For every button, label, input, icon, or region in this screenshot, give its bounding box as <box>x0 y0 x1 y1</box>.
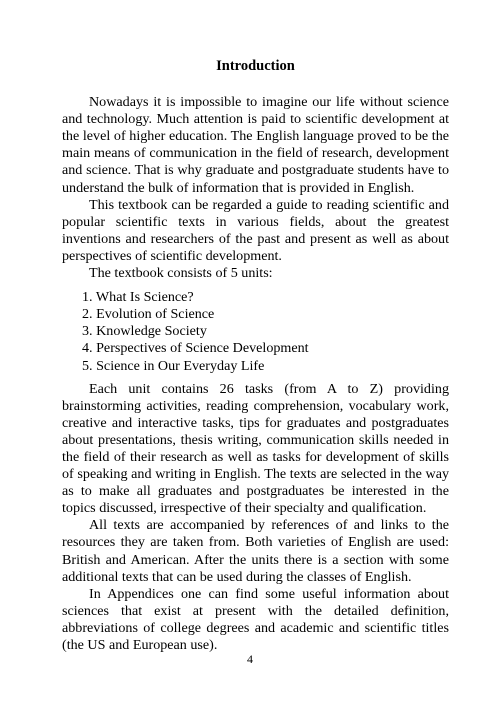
unit-item-3: 3. Knowledge Society <box>82 323 207 340</box>
unit-item-1: 1. What Is Science? <box>82 289 194 306</box>
document-page <box>62 58 449 654</box>
unit-item-2: 2. Evolution of Science <box>82 306 215 323</box>
page-title: Introduction <box>216 58 295 74</box>
unit-item-4: 4. Perspectives of Science Development <box>82 340 309 357</box>
appendices-paragraph: In Appendices one can find some useful information about sciences that exist at present with the detailed definition, abbreviations of college degrees and academic and scientific titles (the US and European use). <box>62 585 449 653</box>
references-paragraph: All texts are accompanied by references of and links to the resources they are taken from. Both varieties of English are used: British and American. After the units there is a section with some additional texts that can be used during the classes of English. <box>62 517 449 585</box>
tasks-paragraph: Each unit contains 26 tasks (from A to Z) providing brainstorming activities, reading comprehension, vocabulary work, creative and interactive tasks, tips for graduates and postgraduates about presentations, thesis writing, communication skills needed in the field of their research as well as tasks for development of skills of speaking and writing in English. The texts are selected in the way as to make all graduates and postgraduates be interested in the topics discussed, irrespective of their specialty and qualification. <box>62 380 449 517</box>
units-list <box>62 289 449 374</box>
units-intro-paragraph: The textbook consists of 5 units: <box>89 265 273 282</box>
unit-item-5: 5. Science in Our Everyday Life <box>82 357 265 374</box>
page-number: 4 <box>247 652 253 666</box>
intro-paragraph-2: This textbook can be regarded a guide to reading scientific and popular scientific texts in various fields, about the greatest inventions and researchers of the past and present as well as about perspectives of scientific development. <box>62 196 449 264</box>
intro-paragraph-1: Nowadays it is impossible to imagine our life without science and technology. Much attention is paid to scientific development at the level of higher education. The English language proved to be the main means of communication in the field of research, development and science. That is why graduate and postgraduate students have to understand the bulk of information that is provided in English. <box>62 94 449 196</box>
